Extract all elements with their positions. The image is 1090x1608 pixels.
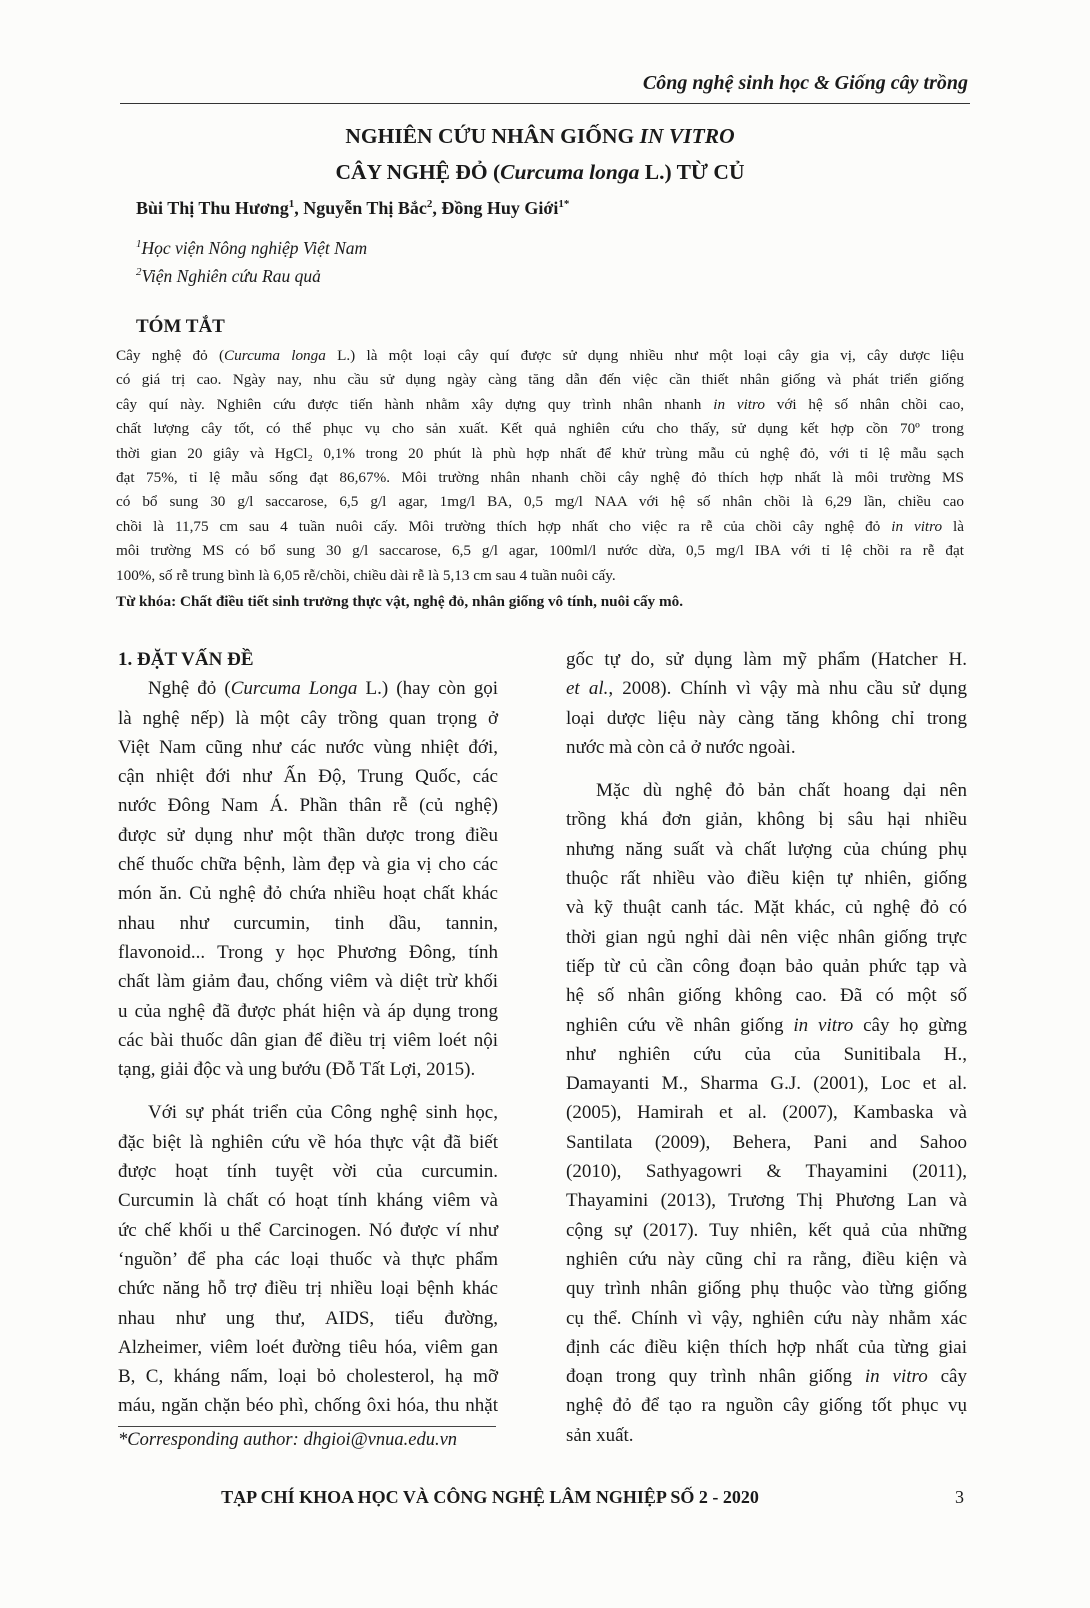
- paragraph-gap: [566, 762, 967, 776]
- text-run: cộng sự (2017). Tuy nhiên, kết quả của những: [566, 1219, 967, 1241]
- text-line: [118, 1216, 498, 1245]
- author-name: Đồng Huy Giới: [441, 198, 559, 218]
- text-run: nghiên cứu này cũng chỉ ra rằng, điều kiện và: [566, 1248, 967, 1270]
- text-run: u của nghệ đã được phát hiện và áp dụng trong: [118, 1000, 498, 1022]
- text-run: L.) (hay còn gọi: [357, 678, 498, 700]
- keywords: Từ khóa: Chất điều tiết sinh trưởng thực vật, nghệ đỏ, nhân giống vô tính, nuôi cấy mô.: [116, 593, 683, 610]
- italic-text: Curcuma longa: [224, 347, 326, 364]
- page-number: 3: [955, 1487, 964, 1507]
- text-line: [566, 674, 967, 703]
- text-line: [116, 515, 964, 539]
- text-run: Alzheimer, viêm loét đường tiêu hóa, viêm gan: [118, 1336, 498, 1358]
- author-sup: 2: [426, 198, 433, 210]
- text-line: [118, 1026, 498, 1055]
- author-name: Nguyễn Thị Bắc: [303, 198, 427, 218]
- text-line: [566, 952, 967, 981]
- italic-text: Curcuma Longa: [230, 678, 358, 700]
- text-run: chất làm giảm đau, chống viêm và diệt trừ khối: [118, 971, 498, 993]
- right-column: [566, 645, 967, 1450]
- text-line: [118, 704, 498, 733]
- text-run: là nghệ nếp) là một cây trồng quan trọng ở: [118, 707, 498, 729]
- affiliation: [136, 238, 367, 259]
- text-run: Curcumin là chất có hoạt tính kháng viêm và: [118, 1190, 498, 1212]
- text-line: [118, 909, 498, 938]
- author-name: Bùi Thị Thu Hương: [136, 198, 289, 218]
- text-line: [116, 564, 964, 588]
- paragraph-gap: [118, 1084, 498, 1098]
- article-title: [100, 118, 980, 190]
- text-run: máu, ngăn chặn béo phì, chống ôxi hóa, thu nhặt: [118, 1395, 498, 1417]
- italic-text: in vitro: [713, 395, 765, 413]
- text-line: [118, 791, 498, 820]
- text-run: tạng, giải độc và ung bướu (Đỗ Tất Lợi, 2015).: [118, 1059, 476, 1081]
- text-run: quy trình nhân giống phụ thuộc vào từng giống: [566, 1278, 967, 1300]
- text-run: thời gian 20 giây và HgCl₂ 0,1% trong 20 phút là phù hợp nhất để khử trùng mẫu củ nghệ đỏ, với tỉ lệ mẫu sạch: [116, 444, 964, 462]
- text-run: Santilata (2009), Behera, Pani and Sahoo: [566, 1131, 967, 1153]
- text-line: [118, 997, 498, 1026]
- text-line: [118, 1157, 498, 1186]
- text-line: [566, 1098, 967, 1127]
- text-line: [116, 442, 964, 466]
- author-sep: ,: [294, 198, 304, 218]
- paragraph: [566, 776, 967, 1450]
- text-run: Thayamini (2013), Trương Thị Phương Lan và: [566, 1190, 967, 1212]
- abstract-body: [116, 344, 964, 588]
- text-line: [566, 1245, 967, 1274]
- text-run: hệ số nhân giống không cao. Đã có một số: [566, 985, 967, 1007]
- text-line: [118, 1333, 498, 1362]
- text-run: (2010), Sathyagowri & Thayamini (2011),: [566, 1161, 967, 1183]
- text-run: môi trường MS có bổ sung 30 g/l saccarose, 6,5 g/l agar, 100ml/l nước dừa, 0,5 mg/l IBA với tỉ lệ chồi ra rễ đạt: [116, 542, 964, 560]
- text-line: [118, 1186, 498, 1215]
- text-run: thời gian ngủ nghỉ dài nên việc nhân giống trực: [566, 926, 967, 948]
- text-run: nhưng năng suất và chất lượng của chúng phụ: [566, 838, 967, 860]
- text-run: Cây nghệ đỏ (: [116, 347, 224, 364]
- affiliation-text: Học viện Nông nghiệp Việt Nam: [141, 238, 368, 258]
- text-line: [566, 1040, 967, 1069]
- text-run: trồng khá đơn giản, không bị sâu hại nhiều: [566, 809, 967, 831]
- text-line: [566, 864, 967, 893]
- section-heading: 1. ĐẶT VẤN ĐỀ: [118, 649, 254, 670]
- affiliation-sup: 1: [136, 238, 142, 251]
- text-run: Nghệ đỏ (: [148, 678, 231, 700]
- text-run: cây: [927, 1366, 967, 1388]
- text-line: [116, 490, 964, 514]
- text-line: [566, 1391, 967, 1420]
- text-line: [118, 1098, 498, 1127]
- text-run: đạt 75%, tỉ lệ mẫu sống đạt 86,67%. Môi trường nhân nhanh chồi cây nghệ đỏ thích hợp nhất là môi trường MS: [116, 469, 964, 487]
- text-run: định các điều kiện thích hợp nhất của từng giai: [566, 1336, 967, 1358]
- text-line: [118, 733, 498, 762]
- text-line: [566, 1362, 967, 1391]
- text-line: [566, 704, 967, 733]
- text-run: nhau như ung thư, AIDS, tiểu đường,: [118, 1307, 498, 1329]
- text-run: nghiên cứu về nhân giống: [566, 1014, 794, 1036]
- author-list: [136, 198, 569, 219]
- author-sep: ,: [432, 198, 442, 218]
- text-run: món ăn. Củ nghệ đỏ chứa nhiều hoạt chất khác: [118, 883, 498, 905]
- text-line: [566, 1157, 967, 1186]
- text-run: nước Đông Nam Á. Phần thân rễ (củ nghệ): [118, 795, 498, 817]
- text-run: cây quí này. Nghiên cứu được tiến hành nhằm xây dựng quy trình nhân nhanh: [116, 395, 714, 413]
- text-line: [566, 1274, 967, 1303]
- left-column-body: [118, 674, 498, 1420]
- text-run: có bổ sung 30 g/l saccarose, 6,5 g/l agar, 1mg/l BA, 0,5 mg/l NAA với hệ số nhân chồi là 6,29 lần, chiều cao: [116, 493, 964, 511]
- text-run: 100%, số rễ trung bình là 6,05 rễ/chồi, chiều dài rễ là 5,13 cm sau 4 tuần nuôi cấy.: [116, 566, 616, 584]
- text-line: [566, 1421, 967, 1450]
- text-line: [116, 417, 964, 441]
- text-run: Việt Nam cũng như các nước vùng nhiệt đới,: [118, 736, 498, 758]
- text-run: Damayanti M., Sharma G.J. (2001), Loc et al.: [566, 1073, 967, 1095]
- paragraph: [566, 645, 967, 762]
- text-run: với hệ số nhân chồi cao,: [764, 395, 965, 413]
- italic-text: in vitro: [793, 1014, 854, 1036]
- text-line: [118, 1362, 498, 1391]
- text-line: [118, 879, 498, 908]
- journal-footer: TẠP CHÍ KHOA HỌC VÀ CÔNG NGHỆ LÂM NGHIỆP SỐ 2 - 2020: [221, 1487, 759, 1507]
- text-run: Mặc dù nghệ đỏ bản chất hoang dại nên: [596, 780, 967, 802]
- affiliation: [136, 266, 321, 287]
- text-run: , 2008). Chính vì vậy mà nhu cầu sử dụng: [608, 678, 967, 700]
- text-line: [118, 762, 498, 791]
- text-run: thuộc rất nhiều vào điều kiện tự nhiên, giống: [566, 868, 967, 890]
- text-line: [566, 1333, 967, 1362]
- italic-text: in vitro: [864, 1366, 928, 1388]
- italic-text: in vitro: [891, 517, 943, 535]
- text-run: Với sự phát triển của Công nghệ sinh học,: [148, 1102, 498, 1124]
- title-italic: Curcuma longa: [500, 160, 640, 184]
- text-line: [118, 674, 498, 703]
- text-line: [566, 1304, 967, 1333]
- text-run: đoạn trong quy trình nhân giống: [566, 1366, 865, 1388]
- text-line: [566, 645, 967, 674]
- text-run: flavonoid... Trong y học Phương Đông, tính: [118, 941, 498, 963]
- paragraph: [118, 1098, 498, 1420]
- text-run: các bài thuốc dân gian để điều trị viêm loét nội: [118, 1029, 498, 1051]
- text-line: [116, 368, 964, 392]
- text-run: B, C, kháng nấm, loại bỏ cholesterol, hạ mỡ: [118, 1366, 498, 1388]
- text-run: (2005), Hamirah et al. (2007), Kambaska và: [566, 1102, 967, 1124]
- text-line: [566, 835, 967, 864]
- text-run: chế thuốc chữa bệnh, làm đẹp và gia vị cho các: [118, 854, 498, 876]
- text-line: [116, 393, 964, 417]
- text-line: [116, 344, 964, 368]
- text-line: [118, 1128, 498, 1157]
- italic-text: et al.: [566, 678, 609, 700]
- text-run: ‘nguồn’ để pha các loại thuốc và thực phẩm: [118, 1248, 498, 1270]
- text-line: [118, 1055, 498, 1084]
- text-line: [116, 466, 964, 490]
- text-run: nước mà còn cả ở nước ngoài.: [566, 736, 796, 758]
- text-run: được sử dụng như một thần dược trong điều: [118, 824, 498, 846]
- text-line: [118, 1274, 498, 1303]
- text-line: [566, 923, 967, 952]
- title-text: CÂY NGHỆ ĐỎ (: [335, 160, 501, 184]
- left-column: [118, 645, 498, 1421]
- author-sup: 1: [288, 198, 295, 210]
- text-line: [566, 893, 967, 922]
- running-header: Công nghệ sinh học & Giống cây trồng: [642, 72, 968, 94]
- text-run: được hoạt tính tuyệt vời của curcumin.: [118, 1161, 498, 1183]
- text-line: [566, 1069, 967, 1098]
- text-run: cận nhiệt đới như Ấn Độ, Trung Quốc, các: [118, 766, 498, 788]
- text-run: chồi là 11,75 cm sau 4 tuần nuôi cấy. Môi trường thích hợp nhất cho việc ra rễ của chồi cây nghệ đỏ: [116, 517, 892, 535]
- affiliation-text: Viện Nghiên cứu Rau quả: [141, 266, 321, 286]
- text-line: [566, 1128, 967, 1157]
- title-text: L.) TỪ CỦ: [639, 160, 745, 184]
- text-run: ức chế khối u thể Carcinogen. Nó được ví như: [118, 1219, 498, 1241]
- text-line: [118, 850, 498, 879]
- text-run: nhau như curcumin, tinh dầu, tannin,: [118, 912, 498, 934]
- abstract-heading: TÓM TẮT: [136, 316, 225, 337]
- text-run: chức năng hỗ trợ điều trị nhiều loại bệnh khác: [118, 1278, 498, 1300]
- text-run: cây họ gừng: [853, 1014, 967, 1036]
- title-italic: IN VITRO: [639, 124, 735, 148]
- text-run: là: [942, 517, 964, 535]
- text-line: [116, 539, 964, 563]
- title-text: NGHIÊN CỨU NHÂN GIỐNG: [345, 124, 640, 148]
- text-line: [118, 1391, 498, 1420]
- text-line: [118, 938, 498, 967]
- title-line-2: [100, 154, 980, 190]
- text-run: gốc tự do, sử dụng làm mỹ phẩm (Hatcher H.: [566, 649, 967, 670]
- text-line: [118, 1245, 498, 1274]
- text-line: [566, 1011, 967, 1040]
- text-line: [566, 733, 967, 762]
- text-run: tiếp từ củ cần công đoạn bảo quản phức tạp và: [566, 955, 967, 977]
- text-line: [118, 967, 498, 996]
- text-line: [566, 981, 967, 1010]
- text-line: [566, 805, 967, 834]
- paragraph: [118, 674, 498, 1084]
- text-run: loại dược liệu này càng tăng không chỉ trong: [566, 707, 967, 729]
- text-line: [566, 1186, 967, 1215]
- text-line: [566, 1216, 967, 1245]
- text-run: sản xuất.: [566, 1424, 634, 1446]
- corresponding-author-footnote: *Corresponding author: dhgioi@vnua.edu.vn: [118, 1430, 458, 1450]
- text-run: L.) là một loại cây quí được sử dụng nhiều như một loại cây gia vị, cây dược liệu: [325, 347, 965, 364]
- text-run: đặc biệt là nghiên cứu về hóa thực vật đã biết: [118, 1131, 498, 1153]
- footnote-rule: [118, 1426, 496, 1427]
- text-run: cụ thể. Chính vì vậy, nghiên cứu này nhằm xác: [566, 1307, 967, 1329]
- text-run: và kỹ thuật canh tác. Mặt khác, củ nghệ đỏ có: [566, 897, 967, 919]
- title-line-1: [100, 118, 980, 154]
- text-line: [566, 776, 967, 805]
- text-run: như nghiên cứu của của Sunitibala H.,: [566, 1043, 967, 1065]
- text-line: [118, 821, 498, 850]
- text-run: nghệ đỏ để tạo ra nguồn cây giống tốt phục vụ: [566, 1395, 967, 1417]
- text-line: [118, 1304, 498, 1333]
- author-sup: 1*: [558, 198, 570, 210]
- text-run: chất lượng cây tốt, có thể phục vụ cho sản xuất. Kết quả nghiên cứu cho thấy, sử dụng kết hợp cồn 70º trong: [116, 420, 964, 438]
- text-run: có giá trị cao. Ngày nay, nhu cầu sử dụng ngày càng tăng dẫn đến việc cần thiết nhân giống và phát triển giống: [116, 371, 964, 389]
- header-rule: [120, 103, 970, 104]
- affiliation-sup: 2: [136, 266, 142, 279]
